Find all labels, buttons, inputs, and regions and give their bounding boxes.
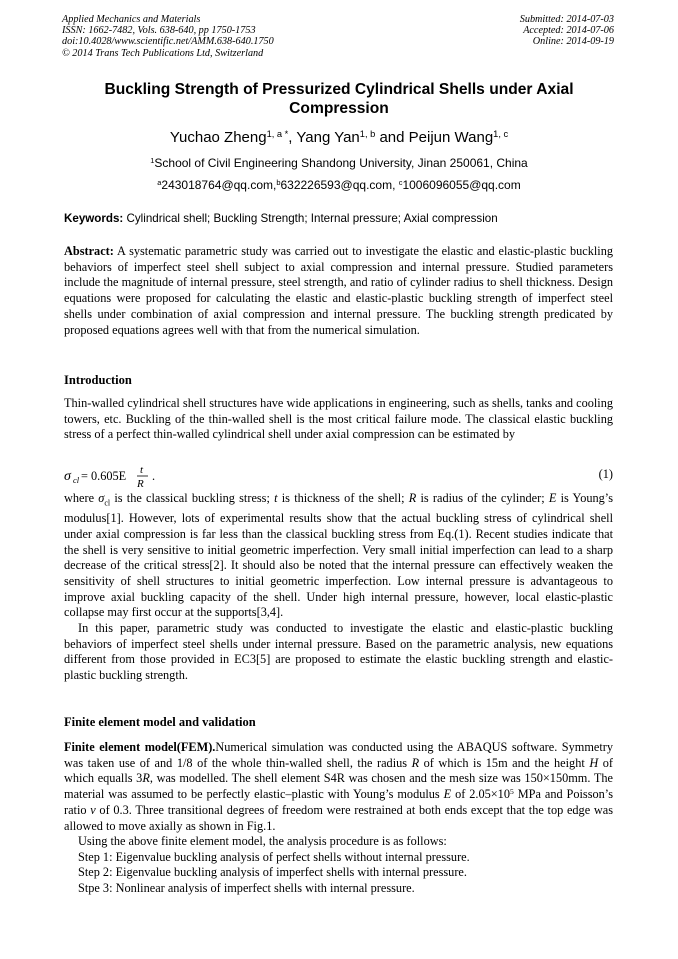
symbol-R: R [411,755,420,770]
email-c[interactable]: 1006096055@qq.com [402,178,521,192]
symbol-nu: ν [90,802,96,817]
eq-frac-den: R [137,478,144,490]
affiliation [0,156,678,170]
section-heading-introduction: Introduction [64,373,132,387]
author-separator: and [375,129,409,146]
email-marker: a [157,177,162,187]
journal-doi[interactable]: doi:10.4028/www.scientific.net/AMM.638-640.1750 [62,36,274,48]
procedure-step-2: Step 2: Eigenvalue buckling analysis of imperfect shells with internal pressure. [78,865,467,880]
intro-paragraph-1-text: Thin-walled cylindrical shell structures have wide applications in engineering, such as shells, tanks and cooling towers, etc. Buckling of the thin-walled shell is the most critical failure mode. The classical elastic buckling stress of a perfect thin-walled cylindrical shell under axial compression can be estimated by [64,396,613,442]
procedure-intro: Using the above finite element model, the analysis procedure is as follows: [78,834,447,848]
equation-1-formula [64,461,184,493]
keywords-text: Cylindrical shell; Buckling Strength; Internal pressure; Axial compression [123,212,498,225]
symbol-E: E [443,787,452,802]
accepted-date: Accepted: 2014-07-06 [523,25,614,37]
author-3: Peijun Wang [408,129,494,146]
equation-1 [64,461,613,493]
text-run: of which equalls 3 [64,755,614,786]
abstract-label: Abstract: [64,244,114,258]
author-separator: , [288,129,297,146]
eq-sigma: σ [64,469,71,484]
text-run: is the classical buckling stress; [110,491,275,505]
intro-paragraph-1 [64,396,613,443]
intro-paragraph-3: In this paper, parametric study was conducted to investigate the elastic and elastic-plastic buckling behaviors of imperfect steel shells under internal pressure. Based on the parametric analysis, new equations different from those provided in EC3[5] are proposed to estimate the elastic buckling strength and elastic-plastic buckling strength. [64,621,613,683]
text-run: is Young’s modulus[1]. However, lots of experimental results show that the actual buckling stress of cylindrical shell under axial compression is far less than the classical buckling stress from Eq.(1). Recent studies indicate that the shell is very sensitive to initial geometric imperfection. Very small initial imperfection can lead to a sharp decrease of the critical stress[2]. It should also be noted that the internal pressure can effectively weaken the sensitivity of shell structures to initial geometric imperfection. Low internal pressure is advantageous to improve axial buckling capacity of the shell. Under high internal pressure, however, local elastic-plastic collapse may first occur at the supports[3,4]. [64,491,613,620]
author-list [0,129,678,147]
paper-title: Buckling Strength of Pressurized Cylindrical Shells under Axial Compression [104,81,574,117]
keywords-label: Keywords: [64,212,124,225]
procedure-step-1: Step 1: Eigenvalue buckling analysis of perfect shells without internal pressure. [78,849,470,864]
fem-paragraph-1 [64,740,613,834]
symbol-R: R [408,491,417,505]
symbol-t: t [274,491,278,505]
journal-issn: ISSN: 1662-7482, Vols. 638-640, pp 1750-1753 [62,25,256,37]
eq-rhs: = 0.605E [81,469,127,483]
text-run: where [64,491,99,505]
author-1: Yuchao Zheng [169,129,267,146]
text-run: MPa and Poisson’s ratio [64,787,613,817]
author-2: Yang Yan [296,129,360,146]
equation-number: (1) [598,467,613,481]
intro-paragraph-2 [64,491,613,684]
abstract-text: A systematic parametric study was carried out to investigate the elastic and elastic-plastic buckling behaviors of imperfect steel shell subject to axial compression and internal pressure. Studied parameters include the magnitude of internal pressure, steel strength, and ratio of cylinder radius to shell thickness. Design equations were proposed for calculating the elastic and elastic-plastic buckling strength of imperfect steel shells under combination of axial compression and internal pressure. The buckling strength predicated by proposed equations agrees well with that from the numerical simulation. [64,244,613,337]
abstract [64,244,613,338]
eq-frac-num: t [140,464,144,476]
author-3-affil: 1, c [493,128,509,139]
online-date: Online: 2014-09-19 [532,36,614,48]
fem-lead: Finite element model(FEM). [64,740,216,754]
symbol-R: R [142,771,150,786]
symbol-E: E [548,491,557,505]
procedure-step-3: Stpe 3: Nonlinear analysis of imperfect shells with internal pressure. [78,880,415,895]
journal-header-right [520,14,614,48]
keywords [64,212,616,226]
email-marker: b [276,177,281,187]
text-run: is thickness of the shell; [277,491,409,505]
journal-header-left [62,14,274,59]
text-run: of 0.3. Three transitional degrees of freedom were restrained at both ends except that the top edge was allowed to move axially as shown in Fig.1. [64,802,613,833]
section-heading-fem: Finite element model and validation [64,715,256,729]
symbol-H: H [589,755,599,770]
text-run: of 2.05×10 [451,787,510,802]
eq-end: . [152,469,156,483]
email-b[interactable]: 632226593@qq.com, [280,178,399,192]
submitted-date: Submitted: 2014-07-03 [519,14,614,25]
journal-copyright: © 2014 Trans Tech Publications Ltd, Switzerland [62,47,264,59]
symbol-sigma: σ [98,491,105,505]
analysis-procedure [78,834,470,896]
text-run: Numerical simulation was conducted using the ABAQUS software. Symmetry was taken use of and 1/8 of the whole thin-walled shell, the radius [64,740,614,770]
journal-name: Applied Mechanics and Materials [62,14,201,25]
email-marker: c [398,177,403,187]
author-emails [0,178,678,192]
text-run: of which is 15m and the height [419,755,590,770]
symbol-sigma-sub: cl [104,498,111,508]
author-2-affil: 1, b [359,128,376,139]
affiliation-marker: 1 [150,155,155,165]
author-1-affil: 1, a * [266,128,289,139]
eq-sigma-sub: cl [73,475,80,485]
exponent: 5 [509,786,514,796]
affiliation-text: School of Civil Engineering Shandong University, Jinan 250061, China [154,156,528,170]
text-run: , was modelled. The shell element S4R was chosen and the mesh size was 150×150mm. The material was assumed to be perfectly elastic–plastic with Young’s modulus [64,771,613,802]
text-run: is radius of the cylinder; [416,491,549,505]
email-a[interactable]: 243018764@qq.com, [161,178,277,192]
